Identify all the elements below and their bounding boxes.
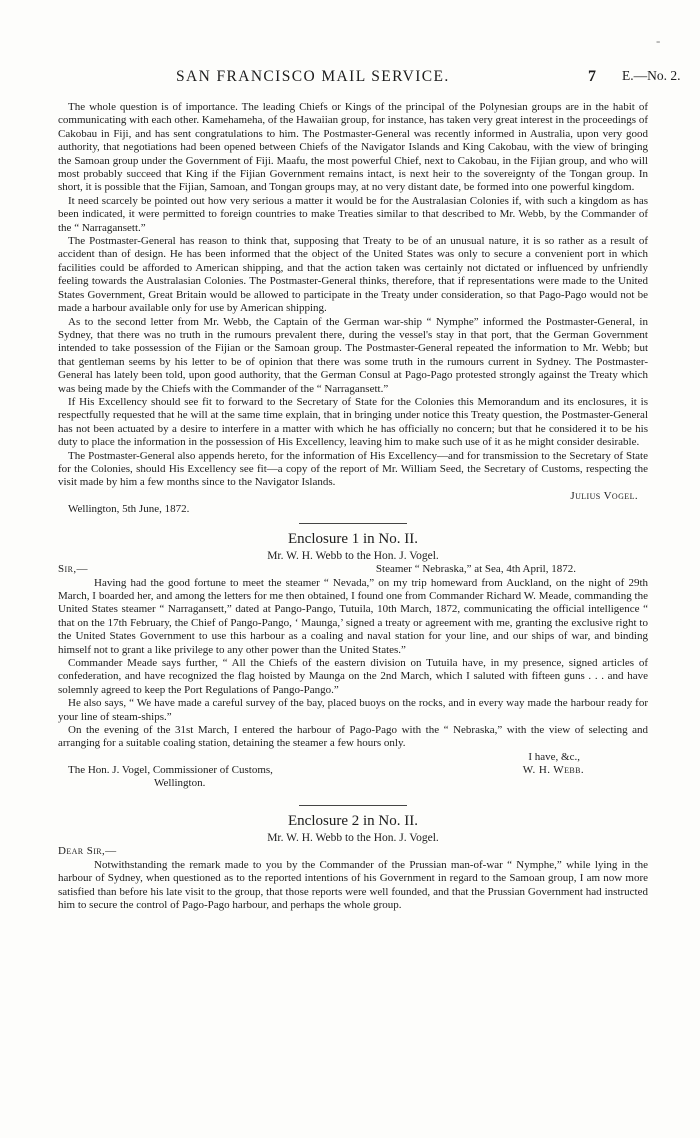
closing: I have, &c.,	[528, 750, 580, 763]
paragraph: As to the second letter from Mr. Webb, the Captain of the German war-ship “ Nymphe” informed the Postmaster-General, in Sydney, that there was no truth in the rumours prevalent there, during the vessel's stay in that port, that the German Government intended to take possession of the Fijian or the Samoan group. The Postmaster-General repeated the information to Mr. Webb; but that gentleman seems by his letter to be of opinion that there was some truth in the rumours current in Sydney. The Postmaster-General has lately been told, upon good authority, that the German Consul at Pago-Pago protested strongly against the Treaty which was being made by the Chiefs with the Commander of the “ Narragansett.”	[58, 315, 648, 395]
enclosure-subheading: Mr. W. H. Webb to the Hon. J. Vogel.	[267, 832, 439, 845]
page-number: 7	[588, 68, 596, 85]
section-divider	[299, 805, 407, 806]
enclosure-subheading: Mr. W. H. Webb to the Hon. J. Vogel.	[267, 549, 439, 562]
paragraph: The Postmaster-General also appends hereto, for the information of His Excellency—and for transmission to the Secretary of State for the Colonies, should His Excellency see fit—a copy of the report of Mr. William Seed, the Secretary of Customs, respecting the visit made by him a few months since to the Navigator Islands.	[58, 449, 648, 489]
section-divider	[299, 523, 407, 524]
paragraph: Commander Meade says further, “ All the Chiefs of the eastern division on Tutuila have, in my presence, signed articles of confederation, and have recognized the flag hoisted by Maunga on the 2nd March, which I saluted with fifteen guns . . . and have solemnly agreed to keep the Port Regulations of Pango-Pango.”	[58, 657, 648, 696]
running-header	[0, 68, 700, 88]
page-title: SAN FRANCISCO MAIL SERVICE.	[176, 68, 450, 85]
paragraph: On the evening of the 31st March, I entered the harbour of Pago-Pago with the “ Nebraska,” with the view of selecting and arranging for a suitable coaling station, detaining the steamer a few hours only.	[58, 724, 648, 750]
addressee-city: Wellington.	[154, 777, 206, 790]
document-reference: E.—No. 2.	[622, 68, 681, 83]
addressee-name: The Hon. J. Vogel, Commissioner of Customs,	[68, 764, 273, 777]
paragraph: The Postmaster-General has reason to think that, supposing that Treaty to be of an unusual nature, it is so rather as a result of accident than of design. He has been informed that the object of the United States was only to secure a convenient port in which facilities could be afforded to American shipping, and that the action taken was certainly not dictated or influenced by unfriendly feeling towards the Australasian Colonies. The Postmaster-General thinks, therefore, that if representations were made to the United States Government, Great Britain would be allowed to participate in the Treaty under consideration, so that Pago-Pago would not be made a harbour available only for use by American shipping.	[58, 235, 648, 315]
paragraph: Notwithstanding the remark made to you by the Commander of the Prussian man-of-war “ Nymphe,” while lying in the harbour of Sydney, when questioned as to the reported intentions of his Government in regard to the Samoan group, I am now more satisfied than before his late visit to the group, that those reports were well founded, and that the Prussian Government had instructed him to secure the control of Pago-Pago harbour, and perhaps the whole group.	[58, 858, 648, 911]
signer: W. H. Webb.	[522, 764, 584, 777]
addressee-block	[58, 764, 648, 791]
salutation: Dear Sir,—	[58, 845, 117, 858]
place-date: Steamer “ Nebraska,” at Sea, 4th April, 1872.	[375, 562, 576, 575]
paragraph: It need scarcely be pointed out how very serious a matter it would be for the Australasian Colonies if, with such a kingdom as has been indicated, it were permitted to foreign countries to make Treaties similar to that described to Mr. Webb, by the Commander of the “ Narragansett.”	[58, 194, 648, 234]
paragraph: The whole question is of importance. The leading Chiefs or Kings of the principal of the Polynesian groups are in the habit of communicating with each other. Kamehameha, of the Hawaiian group, for instance, has taken very great interest in the proceedings of Cakobau in Fiji, and has sent congratulations to him. The Postmaster-General was recently informed in Australia, upon very good authority, that negotiations had been opened between Chiefs of the Navigator Islands and King Cakobau, with the view of bringing the Samoan group under the Government of Fiji. Maafu, the most powerful Chief, next to Cakobau, in the Fijian group, and who will most probably succeed that King if the Fijian Government remains intact, is next heir to the sovereignty of the Tongan group. In short, it is possible that the Fijian, Samoan, and Tongan groups may, at no very distant date, be formed into one powerful kingdom.	[58, 101, 648, 194]
enclosure-heading: Enclosure 2 in No. II.	[288, 813, 418, 830]
enclosure-heading: Enclosure 1 in No. II.	[288, 530, 418, 547]
memo-date: Wellington, 5th June, 1872.	[68, 503, 190, 516]
corner-mark: -	[656, 33, 661, 48]
paragraph: He also says, “ We have made a careful survey of the bay, placed buoys on the rocks, and in every way made the harbour ready for your line of steam-ships.”	[58, 697, 648, 723]
salutation: Sir,—	[58, 562, 88, 575]
paragraph: If His Excellency should see fit to forward to the Secretary of State for the Colonies this Memorandum and its enclosures, it is respectfully requested that he will at the same time explain, that in bringing under notice this Treaty question, the Postmaster-General has not been actuated by a desire to interfere in a matter with which he has officially no concern; but that he considered it to be his duty to place the information in the possession of His Excellency, leaving him to make such use of it as he might consider desirable.	[58, 395, 648, 449]
memorandum-body	[58, 101, 648, 912]
memo-signature: Julius Vogel.	[570, 489, 638, 502]
salutation-row	[58, 563, 648, 577]
paragraph: Having had the good fortune to meet the steamer “ Nevada,” on my trip homeward from Auckland, on the night of 29th March, I boarded her, and among the letters for me then obtained, I found one from Commander Richard W. Meade, commanding the United States steamer “ Narragansett,” dated at Pango-Pango, Tutuila, 10th March, 1872, communicating the official intelligence “ that on the 17th February, the Chief of Pango-Pango, ‘ Maunga,’ signed a treaty or agreement with me, granting the exclusive right to the United States Government to use this harbour as a coaling and naval station for your line, and our ships of war, and binding himself not to grant a like privilege to any other power than the United States.”	[58, 576, 648, 656]
enclosure-1	[58, 530, 648, 792]
enclosure-2	[58, 812, 648, 912]
